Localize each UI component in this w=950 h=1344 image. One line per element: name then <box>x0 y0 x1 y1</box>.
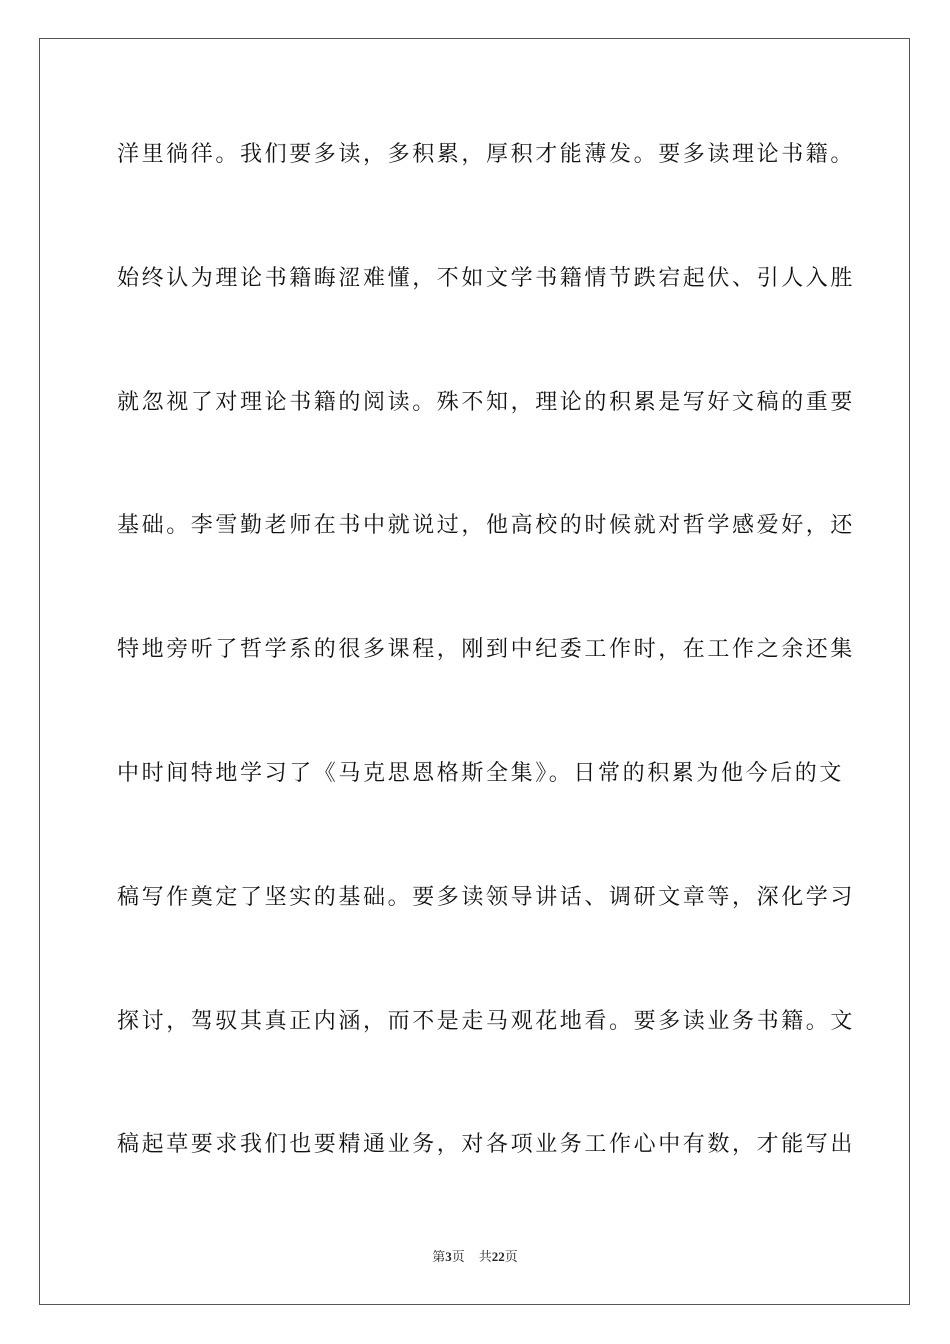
total-label-prefix: 共 <box>478 1249 492 1264</box>
text-line-4: 基础。李雪勤老师在书中就说过，他高校的时候就对哲学感爱好，还 <box>117 513 856 539</box>
text-line-8: 探讨，驾驭其真正内涵，而不是走马观花地看。要多读业务书籍。文 <box>117 1008 856 1034</box>
text-line-2: 始终认为理论书籍晦涩难懂，不如文学书籍情节跌宕起伏、引人入胜 <box>117 265 856 291</box>
text-line-7: 稿写作奠定了坚实的基础。要多读领导讲话、调研文章等，深化学习 <box>117 884 856 910</box>
text-line-3: 就忽视了对理论书籍的阅读。殊不知，理论的积累是写好文稿的重要 <box>117 389 856 415</box>
page-number: 3 <box>445 1249 452 1264</box>
text-line-5: 特地旁听了哲学系的很多课程，刚到中纪委工作时，在工作之余还集 <box>117 637 856 663</box>
text-line-1: 洋里徜徉。我们要多读，多积累，厚积才能薄发。要多读理论书籍。 <box>117 142 856 167</box>
page-footer <box>0 1246 950 1265</box>
document-body <box>117 130 856 1169</box>
total-label-suffix: 页 <box>504 1249 518 1264</box>
page-label-suffix: 页 <box>451 1249 465 1264</box>
total-pages: 22 <box>491 1249 505 1264</box>
text-line-9: 稿起草要求我们也要精通业务，对各项业务工作心中有数，才能写出 <box>117 1132 856 1158</box>
text-line-6: 中时间特地学习了《马克思恩格斯全集》。日常的积累为他今后的文 <box>117 760 845 786</box>
page-label-prefix: 第 <box>432 1249 446 1264</box>
